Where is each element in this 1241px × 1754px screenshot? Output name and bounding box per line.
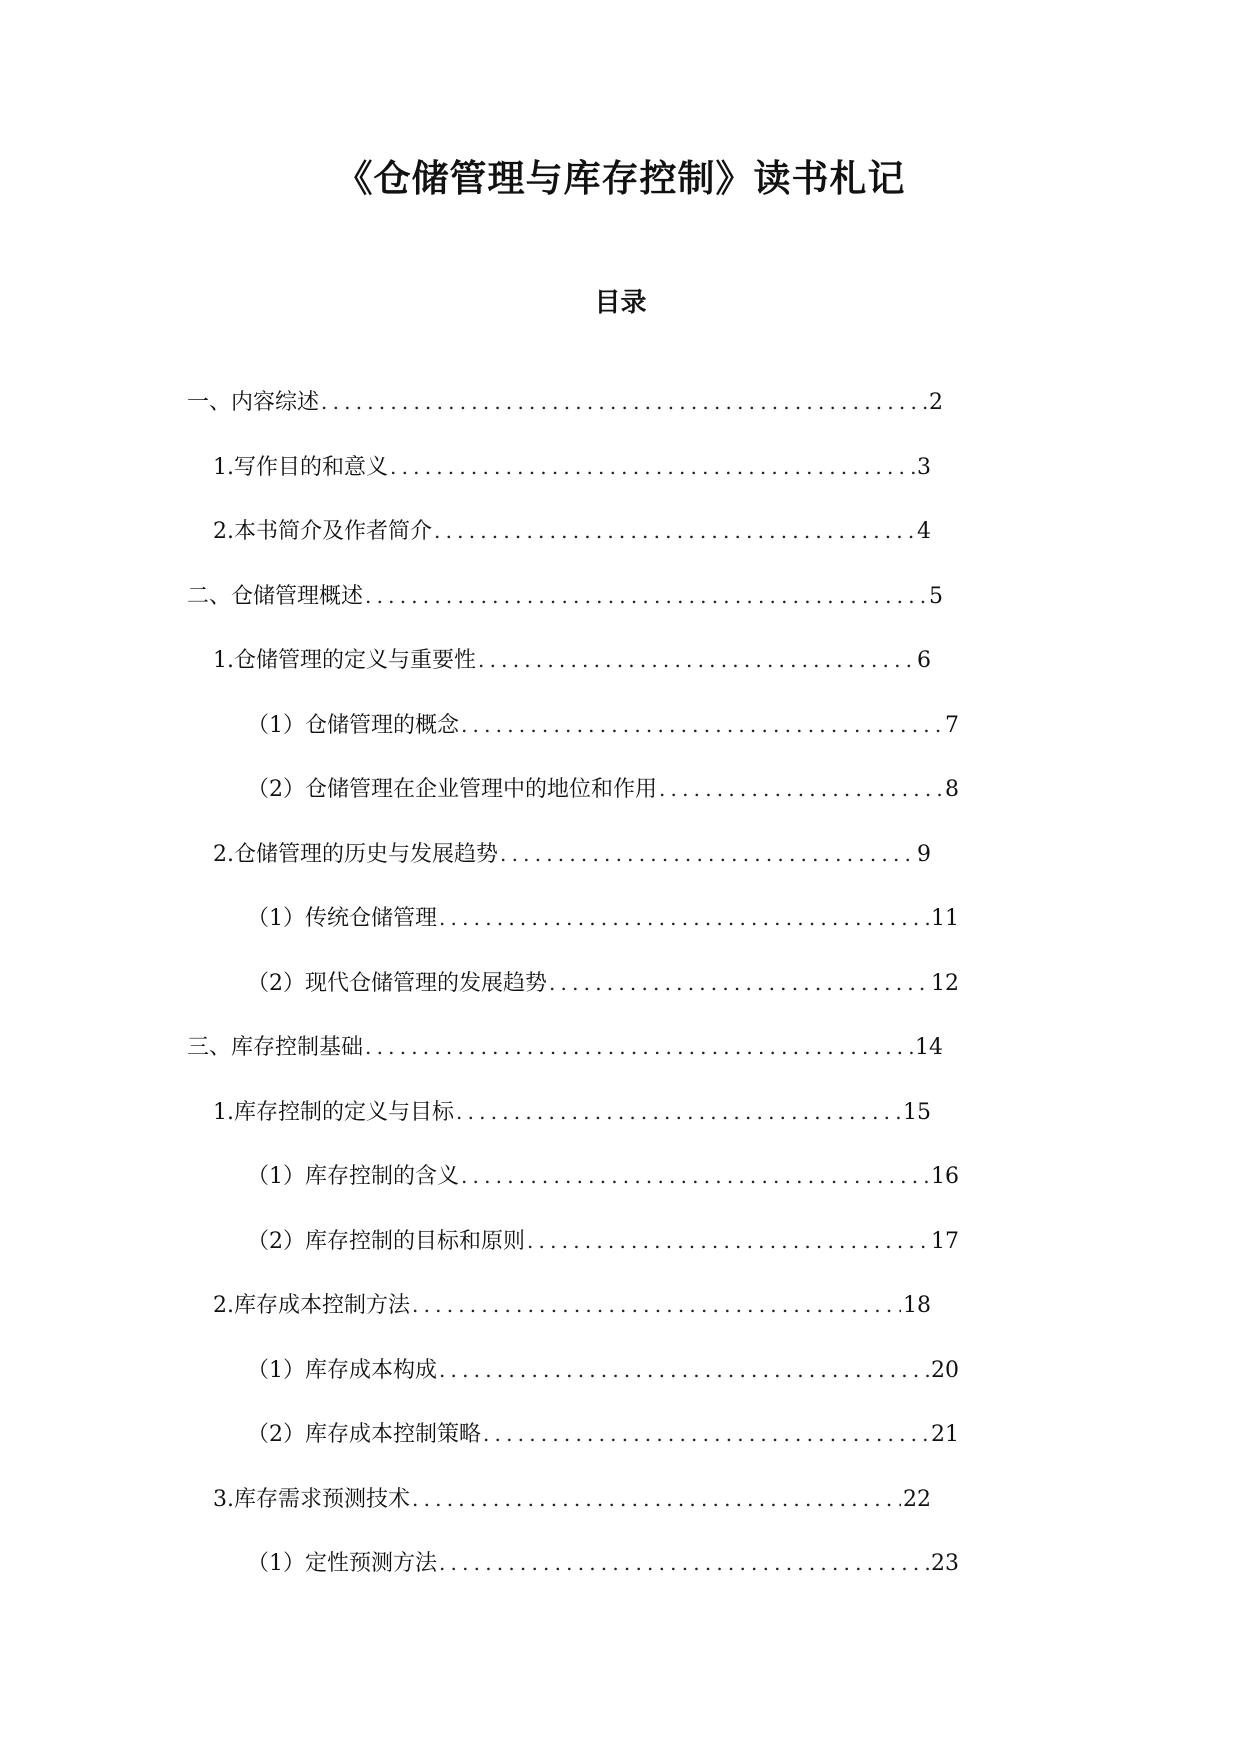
toc-page-number: 7 xyxy=(945,713,959,738)
toc-entry-number: 1. xyxy=(213,648,234,673)
toc-entry-number: 2. xyxy=(213,1293,234,1318)
toc-entry[interactable] xyxy=(247,1545,959,1581)
toc-entry[interactable] xyxy=(213,513,931,549)
toc-entry[interactable] xyxy=(247,1158,959,1194)
toc-entry-number: 2. xyxy=(213,842,234,867)
toc-page-number: 11 xyxy=(931,906,959,931)
toc-entry-number: 1. xyxy=(213,455,234,480)
toc-dot-leader xyxy=(365,1029,913,1065)
toc-page-number: 3 xyxy=(917,455,931,480)
toc-dot-leader xyxy=(412,1481,901,1517)
toc-page-number: 22 xyxy=(903,1487,931,1512)
toc-entry[interactable] xyxy=(187,1029,943,1065)
toc-entry-number: 2. xyxy=(213,519,234,544)
toc-page-number: 23 xyxy=(931,1551,959,1576)
toc-entry[interactable] xyxy=(213,836,931,872)
toc-page-number: 18 xyxy=(903,1293,931,1318)
toc-page-number: 16 xyxy=(931,1164,959,1189)
toc-dot-leader xyxy=(390,449,915,485)
toc-entry[interactable] xyxy=(213,1481,931,1517)
toc-entry-title: （2）仓储管理在企业管理中的地位和作用 xyxy=(247,777,657,802)
toc-entry[interactable] xyxy=(213,1094,931,1130)
toc-entry[interactable] xyxy=(247,900,959,936)
toc-entry[interactable] xyxy=(187,578,943,614)
toc-page-number: 14 xyxy=(915,1035,943,1060)
toc-entry[interactable] xyxy=(247,1416,959,1452)
toc-entry-title: （1）定性预测方法 xyxy=(247,1551,437,1576)
toc-entry-title: 本书简介及作者简介 xyxy=(234,519,433,544)
toc-entry[interactable] xyxy=(247,771,959,807)
toc-entry-title: 三、库存控制基础 xyxy=(187,1035,364,1060)
toc-entry-title: 二、仓储管理概述 xyxy=(187,584,364,609)
toc-dot-leader xyxy=(434,513,915,549)
toc-dot-leader xyxy=(439,900,929,936)
toc-entry[interactable] xyxy=(213,1287,931,1323)
toc-dot-leader xyxy=(500,836,915,872)
toc-dot-leader xyxy=(365,578,927,614)
toc-dot-leader xyxy=(461,707,943,743)
toc-entry[interactable] xyxy=(247,707,959,743)
toc-page-number: 15 xyxy=(903,1100,931,1125)
toc-page-number: 5 xyxy=(929,584,943,609)
toc-entry-title: 库存成本控制方法 xyxy=(234,1293,411,1318)
toc-dot-leader xyxy=(549,965,929,1001)
toc-page-number: 4 xyxy=(917,519,931,544)
toc-page-number: 9 xyxy=(917,842,931,867)
toc-entry-number: 3. xyxy=(213,1487,234,1512)
toc-heading: 目录 xyxy=(594,288,647,318)
toc-entry[interactable] xyxy=(213,642,931,678)
toc-entry-title: （1）传统仓储管理 xyxy=(247,906,437,931)
toc-entry-title: 仓储管理的历史与发展趋势 xyxy=(234,842,499,867)
document-title: 《仓储管理与库存控制》读书札记 xyxy=(335,157,906,200)
toc-dot-leader xyxy=(478,642,915,678)
toc-entry-title: （1）库存成本构成 xyxy=(247,1358,437,1383)
toc-dot-leader xyxy=(321,384,927,420)
toc-entry[interactable] xyxy=(213,449,931,485)
toc-dot-leader xyxy=(461,1158,929,1194)
toc-entry-title: （2）库存成本控制策略 xyxy=(247,1422,481,1447)
toc-entry[interactable] xyxy=(187,384,943,420)
toc-dot-leader xyxy=(412,1287,901,1323)
toc-entry-title: 写作目的和意义 xyxy=(234,455,389,480)
toc-entry[interactable] xyxy=(247,1223,959,1259)
toc-entry-title: 仓储管理的定义与重要性 xyxy=(234,648,477,673)
toc-entry[interactable] xyxy=(247,1352,959,1388)
toc-page-number: 12 xyxy=(931,971,959,996)
toc-entry-title: （1）仓储管理的概念 xyxy=(247,713,459,738)
toc-dot-leader xyxy=(483,1416,929,1452)
toc-dot-leader xyxy=(659,771,943,807)
toc-page-number: 2 xyxy=(929,390,943,415)
toc-page-number: 21 xyxy=(931,1422,959,1447)
toc-entry-title: 一、内容综述 xyxy=(187,390,320,415)
toc-entry-title: （1）库存控制的含义 xyxy=(247,1164,459,1189)
toc-dot-leader xyxy=(456,1094,901,1130)
toc-page-number: 17 xyxy=(931,1229,959,1254)
toc-entry-title: 库存需求预测技术 xyxy=(234,1487,411,1512)
toc-dot-leader xyxy=(527,1223,929,1259)
toc-entry-title: （2）库存控制的目标和原则 xyxy=(247,1229,525,1254)
toc-page-number: 20 xyxy=(931,1358,959,1383)
toc-page-number: 8 xyxy=(945,777,959,802)
toc-entry[interactable] xyxy=(247,965,959,1001)
toc-entry-number: 1. xyxy=(213,1100,234,1125)
toc-dot-leader xyxy=(439,1352,929,1388)
toc-dot-leader xyxy=(439,1545,929,1581)
toc-page-number: 6 xyxy=(917,648,931,673)
toc-entry-title: （2）现代仓储管理的发展趋势 xyxy=(247,971,547,996)
toc-entry-title: 库存控制的定义与目标 xyxy=(234,1100,455,1125)
